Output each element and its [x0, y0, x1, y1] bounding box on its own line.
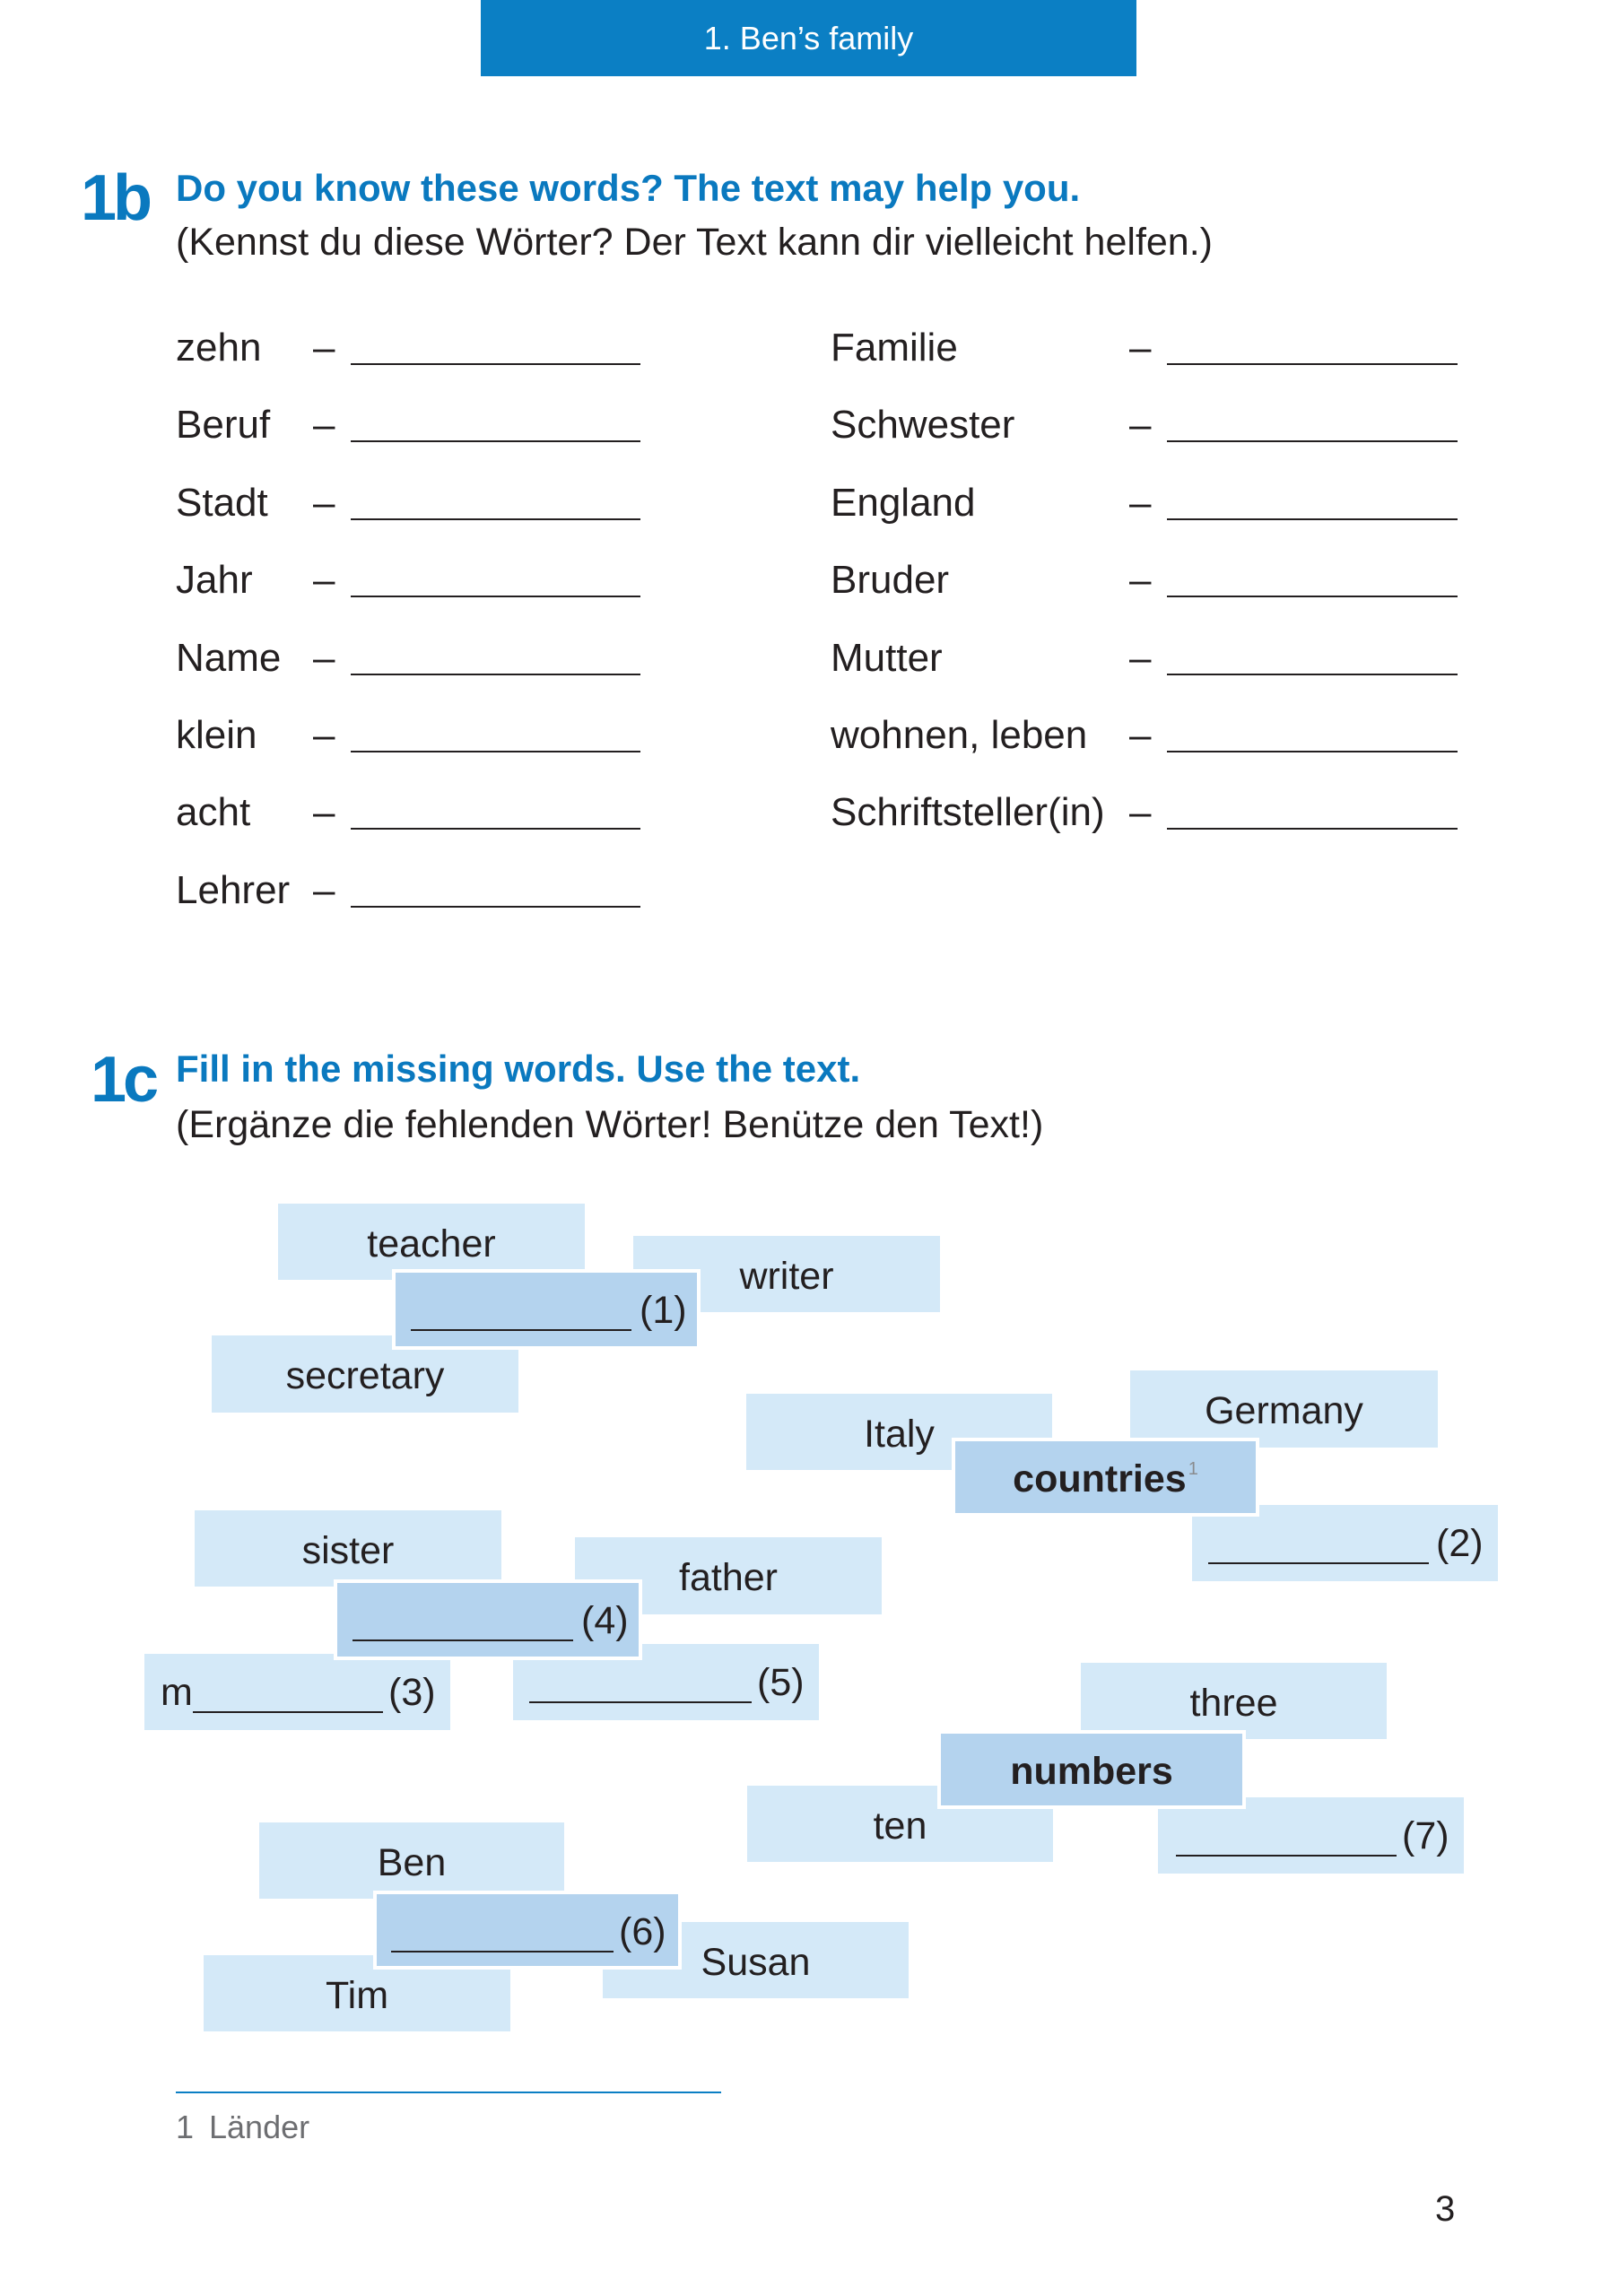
vocab-word: Familie — [831, 326, 958, 370]
dash: – — [313, 790, 335, 834]
vocab-word: Stadt — [176, 481, 268, 525]
vocab-row — [831, 558, 1476, 602]
word-card-text: writer — [739, 1255, 834, 1298]
word-card-germany — [1130, 1370, 1438, 1448]
vocab-word: England — [831, 481, 976, 525]
vocab-word: Jahr — [176, 558, 253, 602]
answer-blank[interactable] — [1167, 363, 1458, 365]
exercise-translation: (Ergänze die fehlenden Wörter! Benütze den Text!) — [176, 1103, 1044, 1146]
dash: – — [313, 868, 335, 912]
vocab-row — [176, 868, 822, 912]
answer-blank[interactable] — [351, 906, 640, 908]
chapter-title: 1. Ben’s family — [703, 19, 914, 57]
blank-card-3 — [144, 1654, 450, 1730]
page-number: 3 — [1435, 2189, 1456, 2229]
vocab-word: Name — [176, 636, 282, 680]
blank-number: (7) — [1402, 1814, 1449, 1857]
answer-blank[interactable] — [351, 518, 640, 520]
dash: – — [1129, 558, 1152, 602]
word-card-text: three — [1189, 1682, 1278, 1725]
vocab-word: zehn — [176, 326, 262, 370]
category-label: countries — [1013, 1457, 1187, 1500]
footnote-divider — [176, 2092, 721, 2093]
vocab-word: klein — [176, 713, 257, 757]
answer-blank[interactable] — [351, 751, 640, 752]
vocab-row — [831, 483, 1476, 523]
vocab-row — [176, 558, 822, 602]
vocab-row — [176, 636, 822, 680]
vocab-row — [176, 405, 822, 445]
exercise-translation: (Kennst du diese Wörter? Der Text kann dir vielleicht helfen.) — [176, 221, 1213, 264]
exercise-instruction: Fill in the missing words. Use the text. — [176, 1048, 861, 1090]
blank-card-6 — [373, 1891, 682, 1970]
blank-number: (2) — [1436, 1522, 1484, 1565]
blank-card-4 — [334, 1579, 642, 1660]
word-card-text: Germany — [1205, 1389, 1363, 1432]
word-card-text: Ben — [377, 1841, 447, 1884]
category-card-text — [952, 1457, 1259, 1506]
answer-blank[interactable] — [1167, 518, 1458, 520]
vocab-row — [831, 636, 1476, 680]
answer-line[interactable] — [529, 1701, 752, 1703]
word-card-text: ten — [873, 1805, 927, 1848]
vocab-row — [831, 328, 1476, 368]
word-card-text: Italy — [864, 1413, 935, 1456]
word-card-text: Tim — [325, 1974, 389, 2017]
blank-number: (5) — [757, 1661, 805, 1704]
word-card-text: Susan — [701, 1941, 811, 1984]
answer-blank[interactable] — [1167, 674, 1458, 675]
word-card-three — [1081, 1663, 1387, 1739]
blank-hint-letter: m — [161, 1671, 193, 1714]
answer-blank[interactable] — [1167, 440, 1458, 442]
answer-blank[interactable] — [351, 828, 640, 830]
vocab-row — [176, 713, 822, 757]
word-card-text: secretary — [285, 1354, 445, 1397]
answer-line[interactable] — [391, 1951, 614, 1952]
vocab-word: Bruder — [831, 558, 950, 602]
vocab-word: Mutter — [831, 636, 943, 680]
chapter-tab — [481, 0, 1136, 76]
blank-number: (6) — [619, 1910, 666, 1953]
answer-line[interactable] — [193, 1711, 383, 1713]
footnote-marker: 1 — [176, 2109, 195, 2145]
footnote-text: Länder — [209, 2109, 310, 2145]
vocab-row — [176, 483, 822, 523]
exercise-number: 1c — [91, 1044, 156, 1116]
dash: – — [313, 481, 335, 525]
answer-line[interactable] — [1208, 1562, 1429, 1564]
category-label: numbers — [1010, 1750, 1173, 1793]
dash: – — [1129, 790, 1152, 834]
word-card-text: father — [679, 1556, 778, 1599]
word-card-text: teacher — [367, 1222, 496, 1265]
dash: – — [1129, 326, 1152, 370]
answer-blank[interactable] — [351, 363, 640, 365]
vocab-word: Schwester — [831, 403, 1015, 447]
answer-line[interactable] — [411, 1329, 631, 1331]
dash: – — [313, 326, 335, 370]
answer-blank[interactable] — [351, 440, 640, 442]
vocab-row — [176, 790, 822, 834]
dash: – — [313, 558, 335, 602]
dash: – — [1129, 636, 1152, 680]
dash: – — [313, 636, 335, 680]
exercise-number: 1b — [81, 162, 150, 234]
word-card-ben — [259, 1822, 564, 1899]
blank-number: (4) — [581, 1599, 629, 1642]
blank-number: (1) — [640, 1289, 687, 1332]
blank-card-1 — [392, 1269, 701, 1350]
answer-blank[interactable] — [1167, 596, 1458, 597]
answer-line[interactable] — [353, 1639, 573, 1641]
category-card-numbers — [937, 1730, 1246, 1809]
dash: – — [313, 403, 335, 447]
dash: – — [1129, 481, 1152, 525]
vocab-word: Beruf — [176, 403, 271, 447]
dash: – — [1129, 403, 1152, 447]
vocab-word: Schriftsteller(in) — [831, 790, 1105, 834]
answer-blank[interactable] — [1167, 828, 1458, 830]
vocab-word: wohnen, leben — [831, 713, 1088, 757]
dash: – — [313, 713, 335, 757]
vocab-word: acht — [176, 790, 251, 834]
vocab-row — [831, 405, 1476, 445]
word-card-text: sister — [301, 1529, 395, 1572]
vocab-row — [831, 713, 1476, 757]
exercise-instruction: Do you know these words? The text may help you. — [176, 167, 1081, 209]
answer-line[interactable] — [1176, 1855, 1397, 1857]
answer-blank[interactable] — [351, 596, 640, 597]
footnote-reference: 1 — [1188, 1459, 1198, 1479]
vocab-word: Lehrer — [176, 868, 291, 912]
vocab-row — [831, 790, 1476, 834]
word-card-sister — [195, 1510, 501, 1587]
answer-blank[interactable] — [1167, 751, 1458, 752]
dash: – — [1129, 713, 1152, 757]
blank-number: (3) — [388, 1671, 436, 1714]
category-card-countries — [952, 1438, 1259, 1517]
vocab-row — [176, 328, 822, 368]
answer-blank[interactable] — [351, 674, 640, 675]
